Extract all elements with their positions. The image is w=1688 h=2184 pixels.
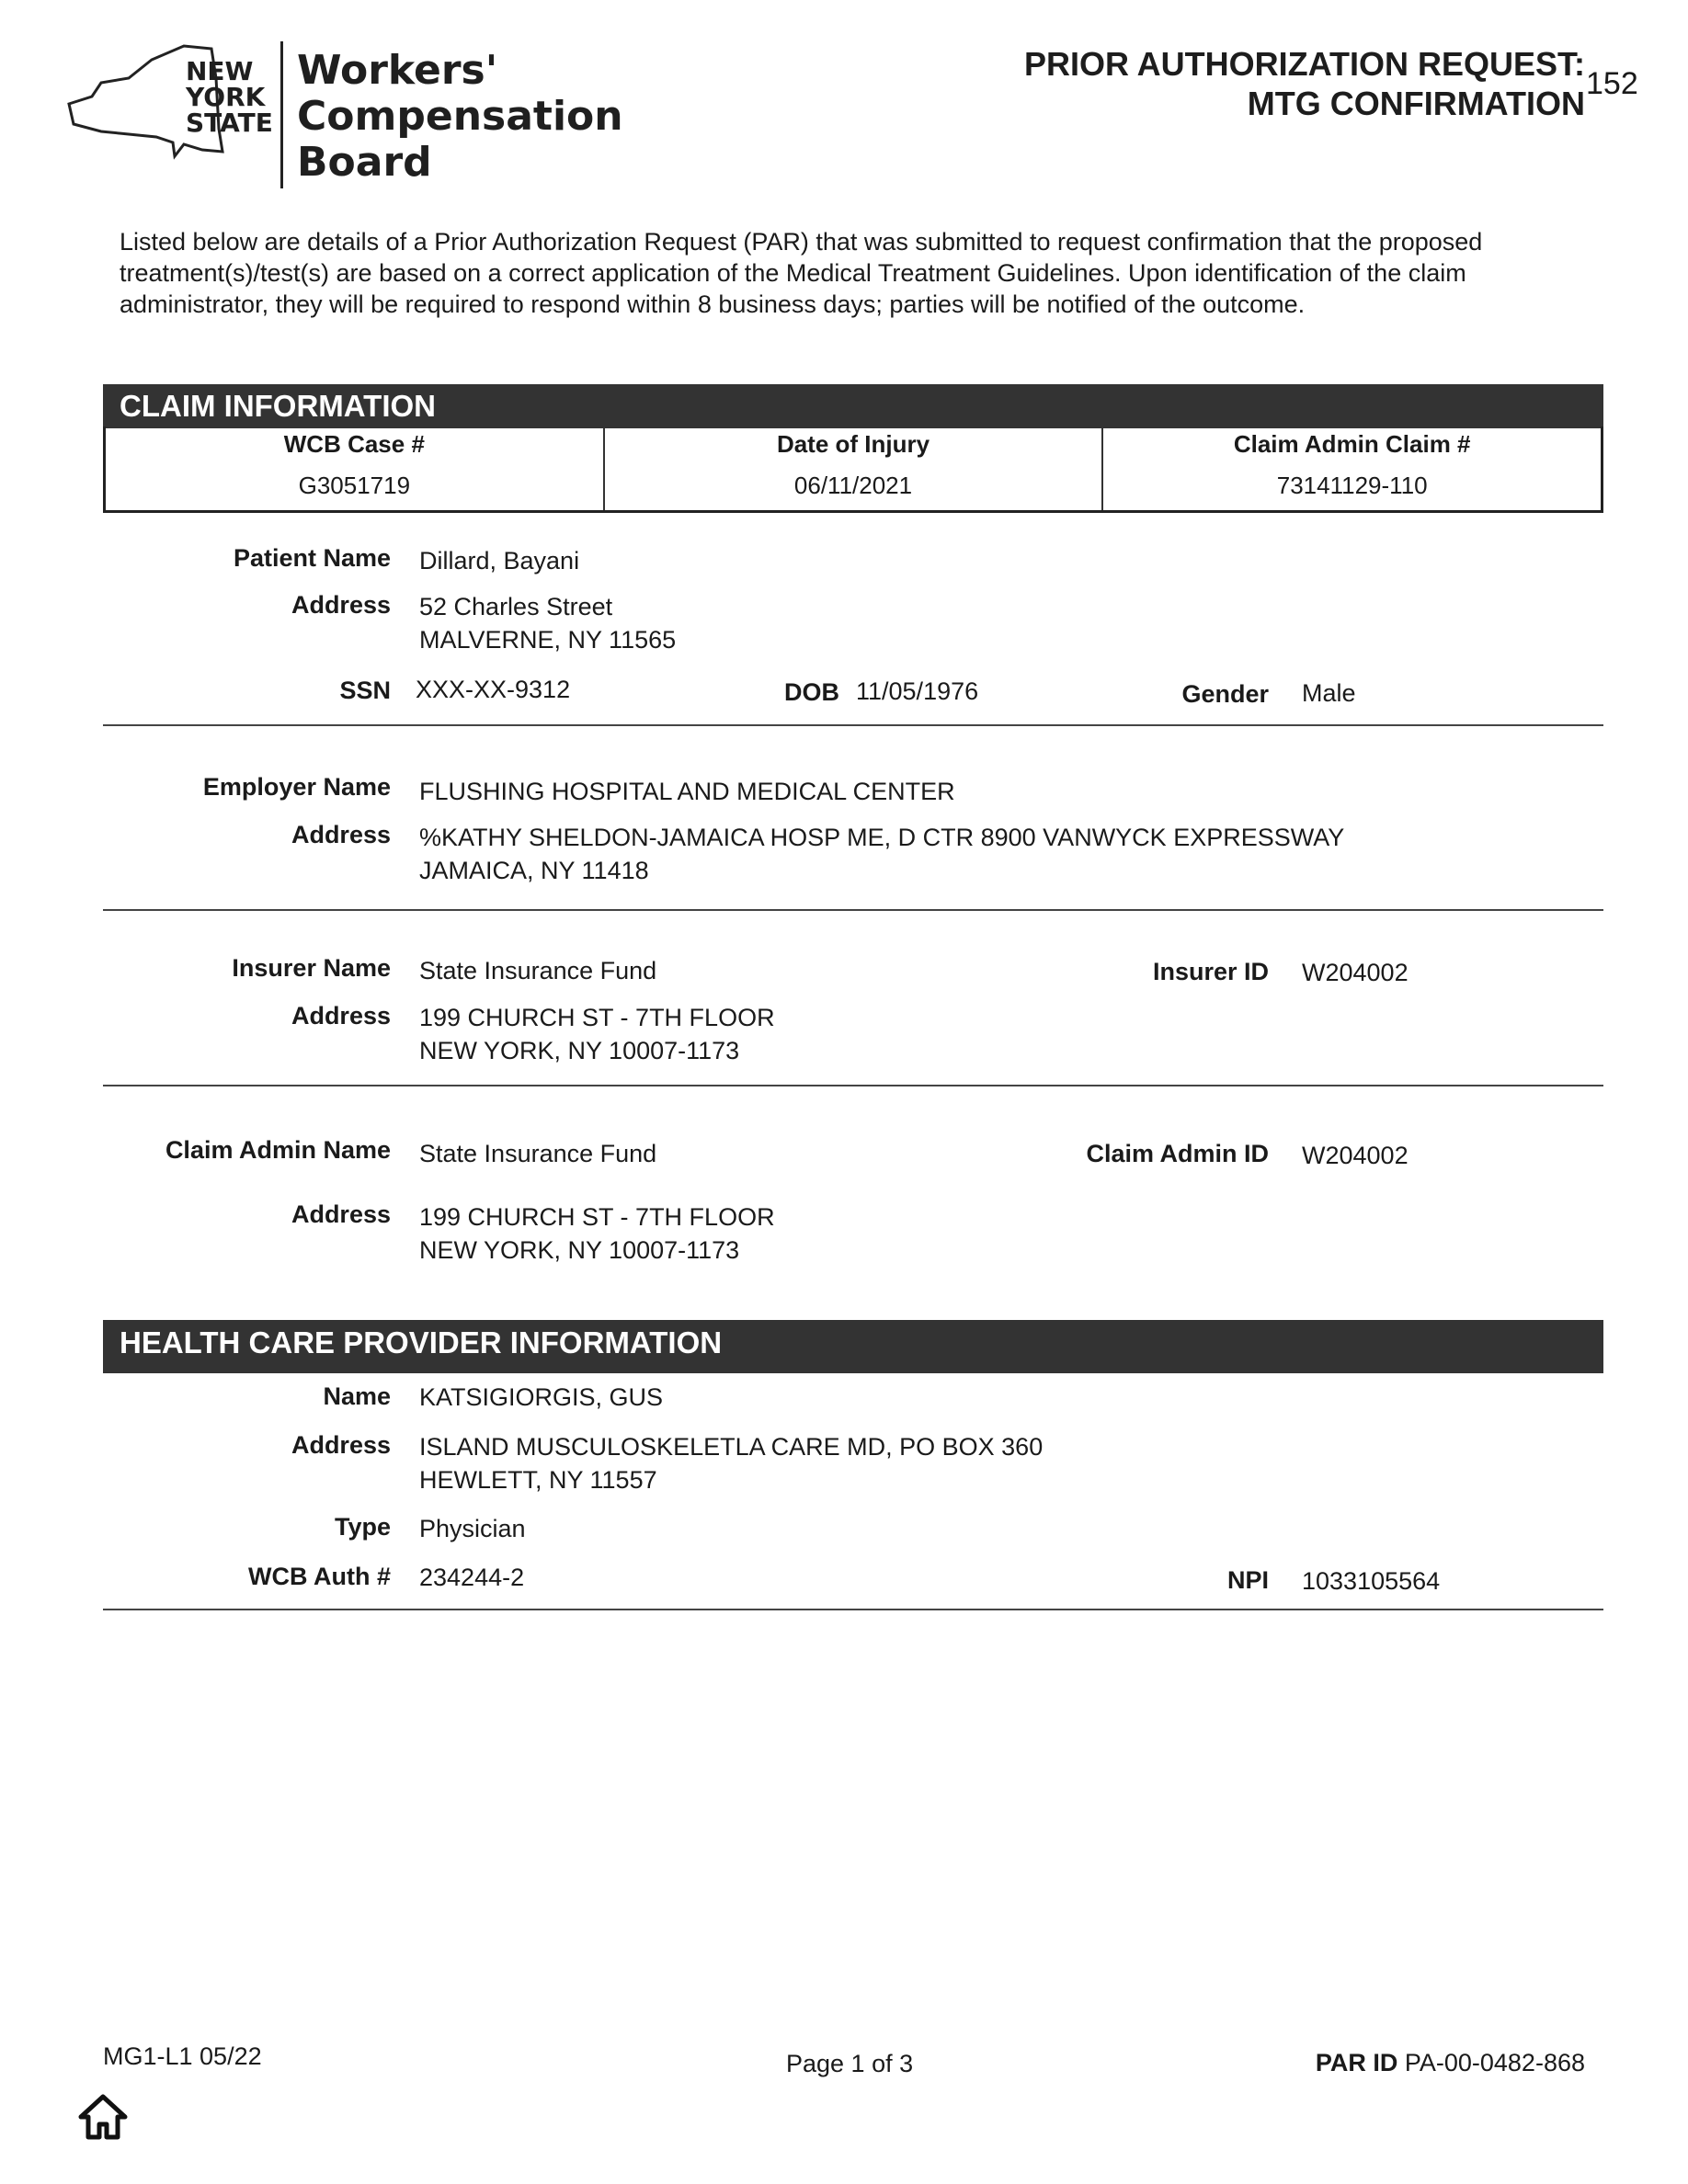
employer-address xyxy=(419,821,1344,887)
provider-name-label: Name xyxy=(323,1382,391,1410)
employer-address-line1: %KATHY SHELDON-JAMAICA HOSP ME, D CTR 8900 VANWYCK EXPRESSWAY xyxy=(419,824,1345,851)
patient-address-line2: MALVERNE, NY 11565 xyxy=(419,626,677,654)
provider-address-line2: HEWLETT, NY 11557 xyxy=(419,1466,657,1494)
insurer-address-line1: 199 CHURCH ST - 7TH FLOOR xyxy=(419,1004,775,1031)
wcb-case-cell xyxy=(106,427,605,510)
intro-text: Listed below are details of a Prior Authorization Request (PAR) that was submitted to request confirmation that the proposed treatment(s)/test(s) are based on a correct application of the Medical Treatment Guidelines. Upon identification of the claim administrator, they will be required to respond within 8 business days; parties will be notified of the outcome. xyxy=(120,228,1483,318)
par-id-label: PAR ID xyxy=(1315,2049,1398,2076)
dob-label: DOB xyxy=(784,678,839,706)
claim-admin-address xyxy=(419,1200,775,1267)
logo-new: NEW xyxy=(186,56,254,86)
board-line1: Workers' xyxy=(297,47,498,94)
insurer-id-value: W204002 xyxy=(1302,959,1409,986)
provider-address xyxy=(419,1430,1043,1496)
provider-type-value: Physician xyxy=(419,1515,526,1542)
employer-name-label: Employer Name xyxy=(202,773,391,801)
insurer-id-label: Insurer ID xyxy=(1152,958,1269,985)
admin-claim-label: Claim Admin Claim # xyxy=(1233,430,1471,458)
admin-claim-cell xyxy=(1103,427,1601,510)
claim-info-heading: CLAIM INFORMATION xyxy=(103,384,1603,428)
patient-name-value: Dillard, Bayani xyxy=(419,547,580,574)
ny-state-outline-icon xyxy=(64,41,276,161)
divider-provider xyxy=(103,1609,1603,1610)
provider-info-heading: HEALTH CARE PROVIDER INFORMATION xyxy=(103,1320,1603,1373)
divider-employer xyxy=(103,909,1603,911)
claim-admin-name-value: State Insurance Fund xyxy=(419,1140,657,1167)
gender-label: Gender xyxy=(1181,680,1269,708)
employer-address-line2: JAMAICA, NY 11418 xyxy=(419,857,649,884)
insurer-name-label: Insurer Name xyxy=(232,954,391,982)
insurer-address-label: Address xyxy=(291,1002,391,1029)
page-indicator: Page 1 of 3 xyxy=(786,2050,914,2077)
doi-label: Date of Injury xyxy=(776,430,930,458)
logo-york: YORK xyxy=(186,82,266,112)
claim-info-table xyxy=(103,427,1603,513)
claim-admin-id-label: Claim Admin ID xyxy=(1086,1140,1269,1167)
board-line2: Compensation xyxy=(297,93,623,140)
npi-value: 1033105564 xyxy=(1302,1567,1441,1595)
employer-address-label: Address xyxy=(291,821,391,848)
claim-admin-id-value: W204002 xyxy=(1302,1142,1409,1169)
employer-name-value: FLUSHING HOSPITAL AND MEDICAL CENTER xyxy=(419,778,955,805)
provider-address-line1: ISLAND MUSCULOSKELETLA CARE MD, PO BOX 360 xyxy=(419,1433,1044,1461)
insurer-name-value: State Insurance Fund xyxy=(419,957,657,984)
title-line2: MTG CONFIRMATION xyxy=(1247,85,1585,122)
claim-admin-name-label: Claim Admin Name xyxy=(165,1136,391,1164)
divider-insurer xyxy=(103,1085,1603,1086)
page-stamp: 152 xyxy=(1586,66,1638,101)
claim-admin-address-label: Address xyxy=(291,1200,391,1228)
npi-label: NPI xyxy=(1226,1566,1269,1594)
wcb-auth-label: WCB Auth # xyxy=(248,1563,391,1590)
logo-divider xyxy=(280,41,283,188)
document-title xyxy=(1024,44,1585,123)
home-icon[interactable] xyxy=(77,2091,129,2143)
title-line1: PRIOR AUTHORIZATION REQUEST: xyxy=(1024,45,1585,83)
wcb-case-label: WCB Case # xyxy=(283,430,425,458)
dob-value: 11/05/1976 xyxy=(856,677,979,705)
divider-patient xyxy=(103,724,1603,726)
insurer-address-line2: NEW YORK, NY 10007-1173 xyxy=(419,1037,740,1064)
patient-address-label: Address xyxy=(291,591,391,619)
claim-admin-address-line1: 199 CHURCH ST - 7TH FLOOR xyxy=(419,1203,775,1231)
doi-value: 06/11/2021 xyxy=(793,472,913,499)
par-id xyxy=(1316,2049,1585,2077)
gender-value: Male xyxy=(1302,679,1356,707)
claim-admin-address-line2: NEW YORK, NY 10007-1173 xyxy=(419,1236,740,1264)
par-id-value: PA-00-0482-868 xyxy=(1404,2049,1585,2076)
board-name xyxy=(297,48,623,186)
provider-name-value: KATSIGIORGIS, GUS xyxy=(419,1383,664,1411)
admin-claim-value: 73141129-110 xyxy=(1276,472,1428,499)
wcb-auth-value: 234244-2 xyxy=(419,1564,525,1591)
patient-address-line1: 52 Charles Street xyxy=(419,593,613,620)
insurer-address xyxy=(419,1001,775,1067)
doi-cell xyxy=(605,427,1104,510)
form-id: MG1-L1 05/22 xyxy=(103,2042,262,2070)
wcb-case-value: G3051719 xyxy=(298,472,411,499)
logo-state: STATE xyxy=(186,108,273,138)
board-line3: Board xyxy=(297,139,432,186)
ssn-label: SSN xyxy=(339,677,391,704)
patient-name-label: Patient Name xyxy=(233,544,391,572)
ssn-value: XXX-XX-9312 xyxy=(416,676,571,703)
patient-address xyxy=(419,590,676,656)
provider-type-label: Type xyxy=(334,1513,391,1541)
provider-address-label: Address xyxy=(291,1431,391,1459)
